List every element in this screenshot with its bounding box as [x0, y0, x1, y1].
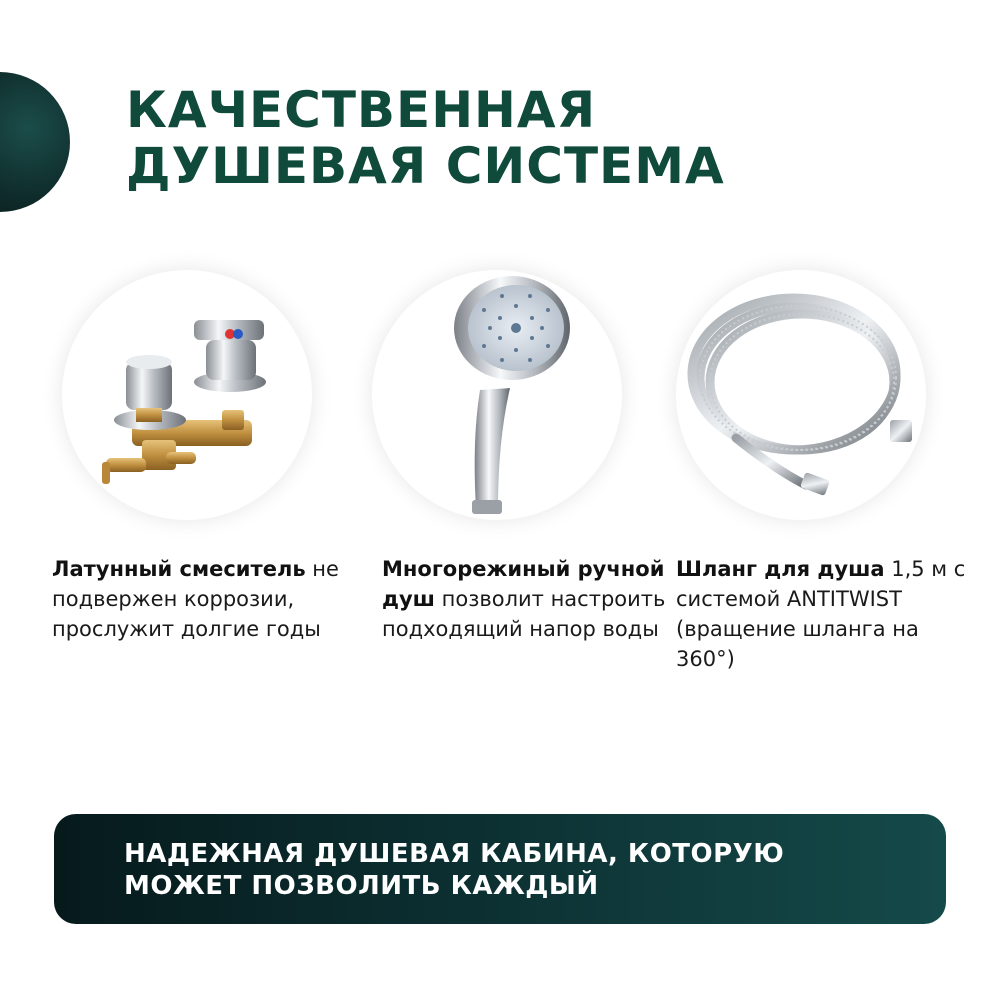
mixer-title: Латунный смеситель	[52, 557, 306, 581]
banner-line-1: НАДЕЖНАЯ ДУШЕВАЯ КАБИНА, КОТОРУЮ	[124, 839, 785, 869]
hose-text: 1,5 м с системой ANTITWIST (вращение шланга на 360°)	[676, 557, 966, 671]
features-section	[0, 270, 1000, 710]
brass-mixer-icon	[62, 270, 312, 520]
page-title	[126, 82, 926, 194]
hand-shower-image	[372, 270, 622, 520]
title-line-2: ДУШЕВАЯ СИСТЕМА	[126, 137, 725, 195]
hand-shower-title: Многорежиный ручной душ	[382, 557, 665, 611]
banner-line-2: МОЖЕТ ПОЗВОЛИТЬ КАЖДЫЙ	[124, 871, 599, 901]
banner-text	[124, 838, 904, 902]
hose-image	[676, 270, 926, 520]
hose-title: Шланг для душа	[676, 557, 885, 581]
hose-caption	[676, 554, 976, 674]
shower-hose-icon	[676, 270, 926, 520]
bottom-banner	[54, 814, 946, 924]
mixer-caption	[52, 554, 342, 644]
title-line-1: КАЧЕСТВЕННАЯ	[126, 81, 597, 139]
mixer-image	[62, 270, 312, 520]
corner-decoration	[0, 72, 70, 212]
hand-shower-caption	[382, 554, 672, 644]
hand-shower-text: позволит настроить подходящий напор воды	[382, 587, 666, 641]
hand-shower-icon	[372, 270, 622, 520]
mixer-text: не подвержен коррозии, прослужит долгие годы	[52, 557, 339, 641]
